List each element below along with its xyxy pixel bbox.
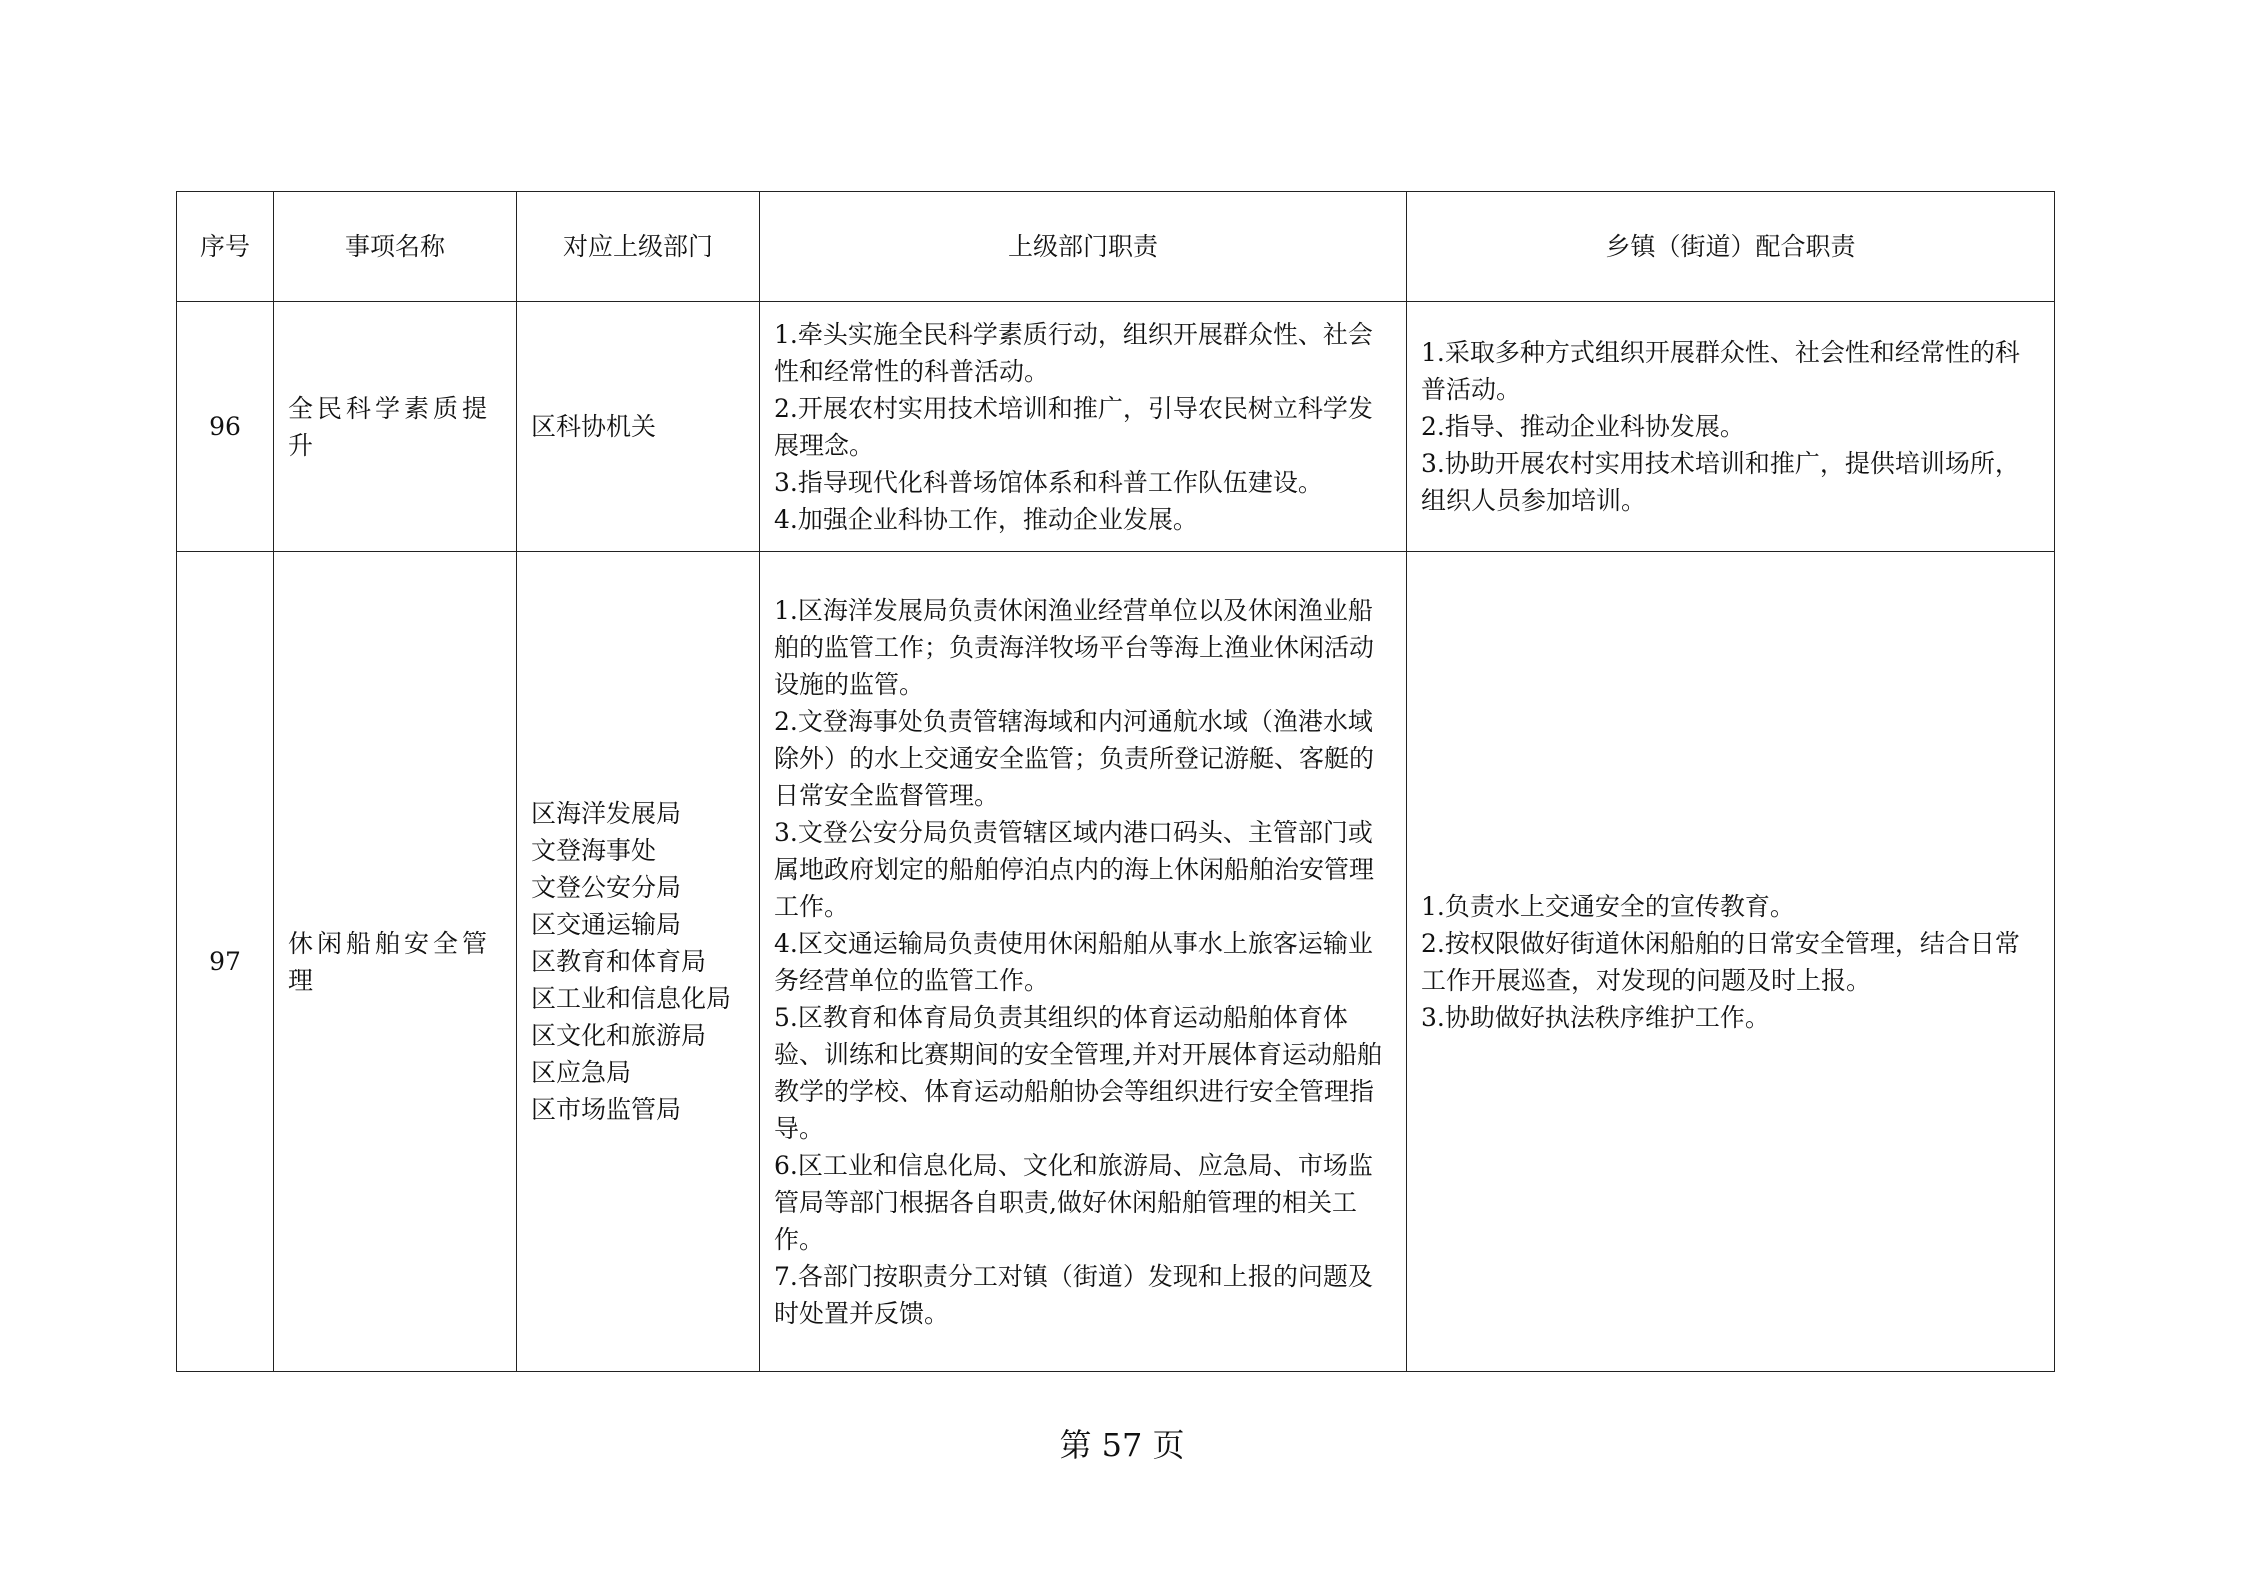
upper-duties-cell	[760, 552, 1407, 1372]
upper-duty: 4.区交通运输局负责使用休闲船舶从事水上旅客运输业务经营单位的监管工作。	[774, 928, 1373, 995]
town-duty: 3.协助开展农村实用技术培训和推广，提供培训场所，组织人员参加培训。	[1421, 449, 2020, 515]
department-name: 区市场监管局	[531, 1095, 682, 1124]
item-name: 全民科学素质提升	[274, 302, 517, 552]
table-row	[177, 302, 2055, 552]
town-duty: 1.采取多种方式组织开展群众性、社会性和经常性的科普活动。	[1421, 338, 2020, 404]
upper-duty: 5.区教育和体育局负责其组织的体育运动船舶体育体验、训练和比赛期间的安全管理,并对开展体育运动船舶教学的学校、体育运动船舶协会等组织进行安全管理指导。	[774, 1002, 1382, 1143]
town-duties-cell	[1407, 302, 2055, 552]
upper-duty: 2.文登海事处负责管辖海域和内河通航水域（渔港水域除外）的水上交通安全监管；负责所登记游艇、客艇的日常安全监督管理。	[774, 706, 1375, 810]
town-duties-cell	[1407, 552, 2055, 1372]
item-name: 休闲船舶安全管理	[274, 552, 517, 1372]
department-name: 区交通运输局	[531, 910, 682, 939]
duty-table	[176, 191, 2055, 1372]
department-name: 区教育和体育局	[531, 947, 707, 976]
upper-duty: 1.区海洋发展局负责休闲渔业经营单位以及休闲渔业船舶的监管工作；负责海洋牧场平台等海上渔业休闲活动设施的监管。	[774, 595, 1375, 699]
upper-duty: 1.牵头实施全民科学素质行动，组织开展群众性、社会性和经常性的科普活动。	[774, 319, 1373, 386]
upper-duty: 4.加强企业科协工作，推动企业发展。	[774, 504, 1198, 534]
header-upper-duties: 上级部门职责	[760, 192, 1407, 302]
table-row	[177, 552, 2055, 1372]
department-name: 文登公安分局	[531, 873, 682, 902]
department-name: 区海洋发展局	[531, 799, 682, 828]
town-duty: 3.协助做好执法秩序维护工作。	[1421, 1002, 1770, 1032]
upper-duty: 2.开展农村实用技术培训和推广，引导农民树立科学发展理念。	[774, 393, 1373, 460]
town-duty: 2.指导、推动企业科协发展。	[1421, 412, 1745, 441]
row-number: 96	[177, 302, 274, 552]
department-name: 区科协机关	[531, 412, 657, 441]
department-name: 区文化和旅游局	[531, 1021, 707, 1050]
upper-duty: 6.区工业和信息化局、文化和旅游局、应急局、市场监管局等部门根据各自职责,做好休闲船舶管理的相关工作。	[774, 1150, 1373, 1254]
table-header-row	[177, 192, 2055, 302]
town-duty: 2.按权限做好街道休闲船舶的日常安全管理，结合日常工作开展巡查，对发现的问题及时上报。	[1421, 928, 2020, 995]
department-name: 区应急局	[531, 1058, 632, 1087]
header-item-name: 事项名称	[274, 192, 517, 302]
row-number: 97	[177, 552, 274, 1372]
department-list	[517, 552, 760, 1372]
department-name: 文登海事处	[531, 836, 657, 865]
department-name: 区工业和信息化局	[531, 984, 732, 1013]
department-list	[517, 302, 760, 552]
header-no: 序号	[177, 192, 274, 302]
header-department: 对应上级部门	[517, 192, 760, 302]
town-duty: 1.负责水上交通安全的宣传教育。	[1421, 891, 1795, 921]
header-town-duties: 乡镇（街道）配合职责	[1407, 192, 2055, 302]
upper-duty: 3.文登公安分局负责管辖区域内港口码头、主管部门或属地政府划定的船舶停泊点内的海上休闲船舶治安管理工作。	[774, 817, 1375, 921]
upper-duty: 7.各部门按职责分工对镇（街道）发现和上报的问题及时处置并反馈。	[774, 1261, 1373, 1328]
page-number: 第 57 页	[1059, 1426, 1185, 1464]
upper-duty: 3.指导现代化科普场馆体系和科普工作队伍建设。	[774, 467, 1323, 497]
upper-duties-cell	[760, 302, 1407, 552]
